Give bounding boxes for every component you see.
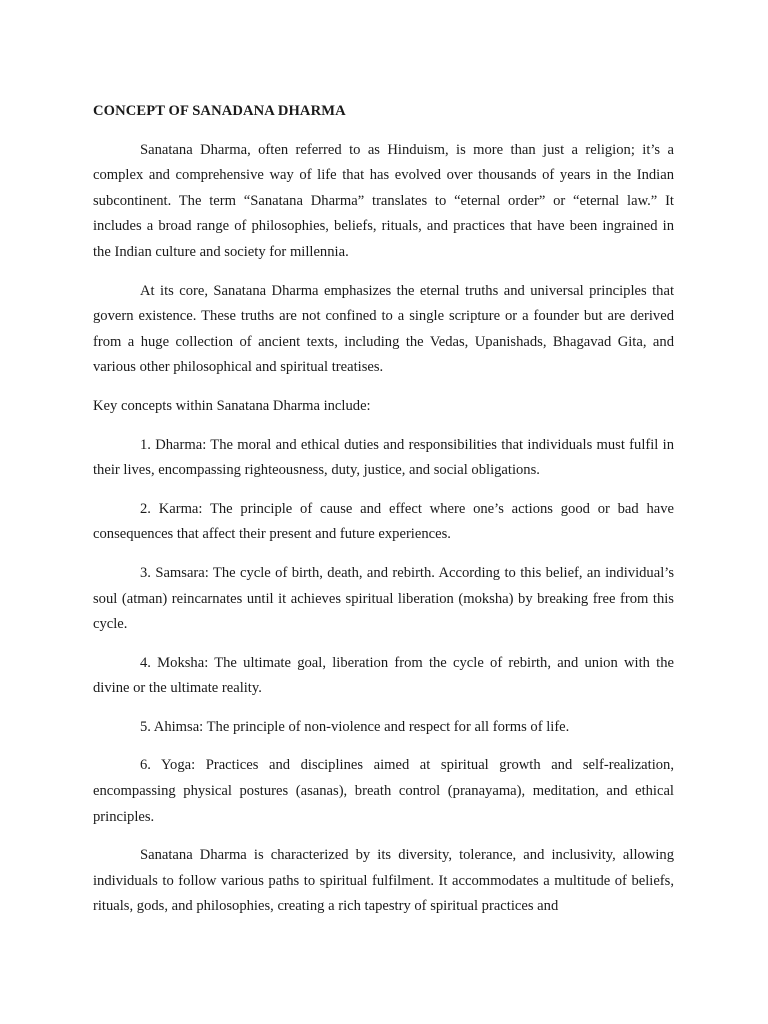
list-item-moksha: 4. Moksha: The ultimate goal, liberation from the cycle of rebirth, and union with the divine or the ultimate reality. bbox=[93, 654, 674, 697]
paragraph-intro: Sanatana Dharma, often referred to as Hinduism, is more than just a religion; it’s a complex and comprehensive way of life that has evolved over thousands of years in the Indian subcontinent. The term “Sanatana Dharma” translates to “eternal order” or “eternal law.” It includes a broad range of philosophies, beliefs, rituals, and practices that have been ingrained in the Indian culture and society for millennia. bbox=[93, 141, 674, 260]
document-title: CONCEPT OF SANADANA DHARMA bbox=[93, 103, 346, 119]
paragraph-diversity: Sanatana Dharma is characterized by its diversity, tolerance, and inclusivity, allowing individuals to follow various paths to spiritual fulfilment. It accommodates a multitude of beliefs, rituals, gods, and philosophies, creating a rich tapestry of spiritual practices and bbox=[93, 847, 674, 915]
list-item-karma: 2. Karma: The principle of cause and effect where one’s actions good or bad have consequences that affect their present and future experiences. bbox=[93, 500, 674, 543]
paragraph-core: At its core, Sanatana Dharma emphasizes the eternal truths and universal principles that govern existence. These truths are not confined to a single scripture or a founder but are derived from a huge collection of ancient texts, including the Vedas, Upanishads, Bhagavad Gita, and various other philosophical and spiritual treatises. bbox=[93, 282, 674, 376]
list-item-dharma: 1. Dharma: The moral and ethical duties and responsibilities that individuals must fulfil in their lives, encompassing righteousness, duty, justice, and social obligations. bbox=[93, 436, 674, 479]
document-body bbox=[93, 99, 674, 933]
paragraph-key-concepts: Key concepts within Sanatana Dharma include: bbox=[93, 397, 371, 414]
list-item-ahimsa: 5. Ahimsa: The principle of non-violence and respect for all forms of life. bbox=[140, 718, 570, 735]
list-item-samsara: 3. Samsara: The cycle of birth, death, and rebirth. According to this belief, an individual’s soul (atman) reincarnates until it achieves spiritual liberation (moksha) by breaking free from this cycle. bbox=[93, 564, 674, 633]
list-item-yoga: 6. Yoga: Practices and disciplines aimed at spiritual growth and self-realization, encompassing physical postures (asanas), breath control (pranayama), meditation, and ethical principles. bbox=[93, 757, 674, 825]
